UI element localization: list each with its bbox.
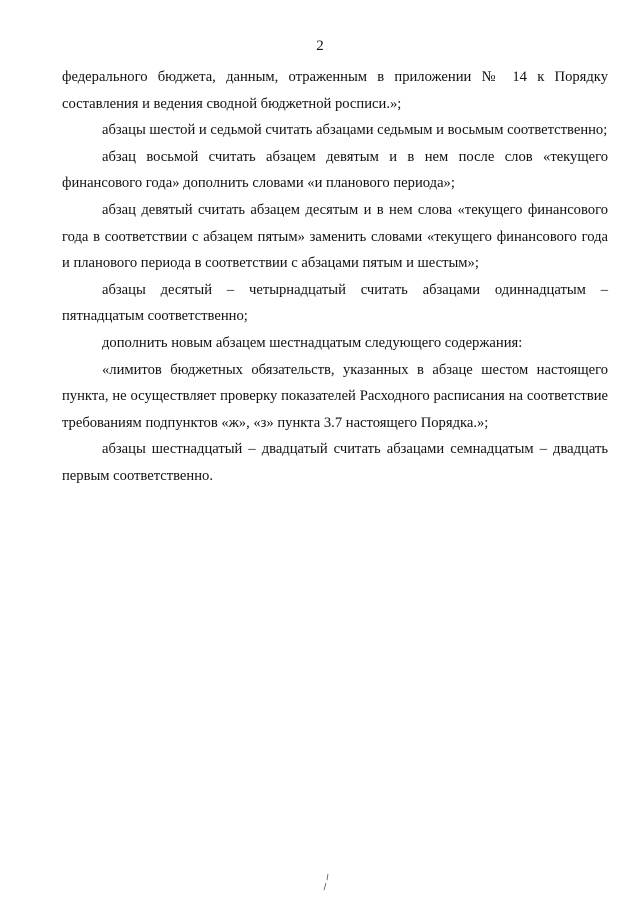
paragraph-add-16: дополнить новым абзацем шестнадцатым следующего содержания: <box>102 334 523 351</box>
paragraph-continuation: федерального бюджета, данным, отраженным в приложении № 14 к Порядку составления и ведения сводной бюджетной росписи.»; <box>62 69 608 112</box>
paragraph-shift-10-14: абзацы десятый – четырнадцатый считать абзацами одиннадцатым – пятнадцатым соответственно; <box>62 281 608 325</box>
paragraph-shift-6-7: абзацы шестой и седьмой считать абзацами седьмым и восьмым соответственно; <box>102 122 608 139</box>
document-body <box>62 64 608 490</box>
scan-artifact-mark <box>323 873 329 891</box>
paragraph-shift-9: абзац девятый считать абзацем десятым и в нем слова «текущего финансового года в соответствии с абзацем пятым» заменить словами «текущего финансового года и планового периода в соответствии с абзацами пятым и шестым»; <box>62 201 608 272</box>
paragraph-shift-16-20: абзацы шестнадцатый – двадцатый считать абзацами семнадцатым – двадцать первым соответственно. <box>62 441 608 484</box>
paragraph-shift-8: абзац восьмой считать абзацем девятым и в нем после слов «текущего финансового года» дополнить словами «и планового периода»; <box>62 148 608 192</box>
page-number: 2 <box>316 38 324 54</box>
paragraph-quoted-text: «лимитов бюджетных обязательств, указанных в абзаце шестом настоящего пункта, не осуществляет проверку показателей Расходного расписания на соответствие требованиям подпунктов «ж», «з» пункта 3.7 настоящего Порядка.»; <box>62 361 608 431</box>
